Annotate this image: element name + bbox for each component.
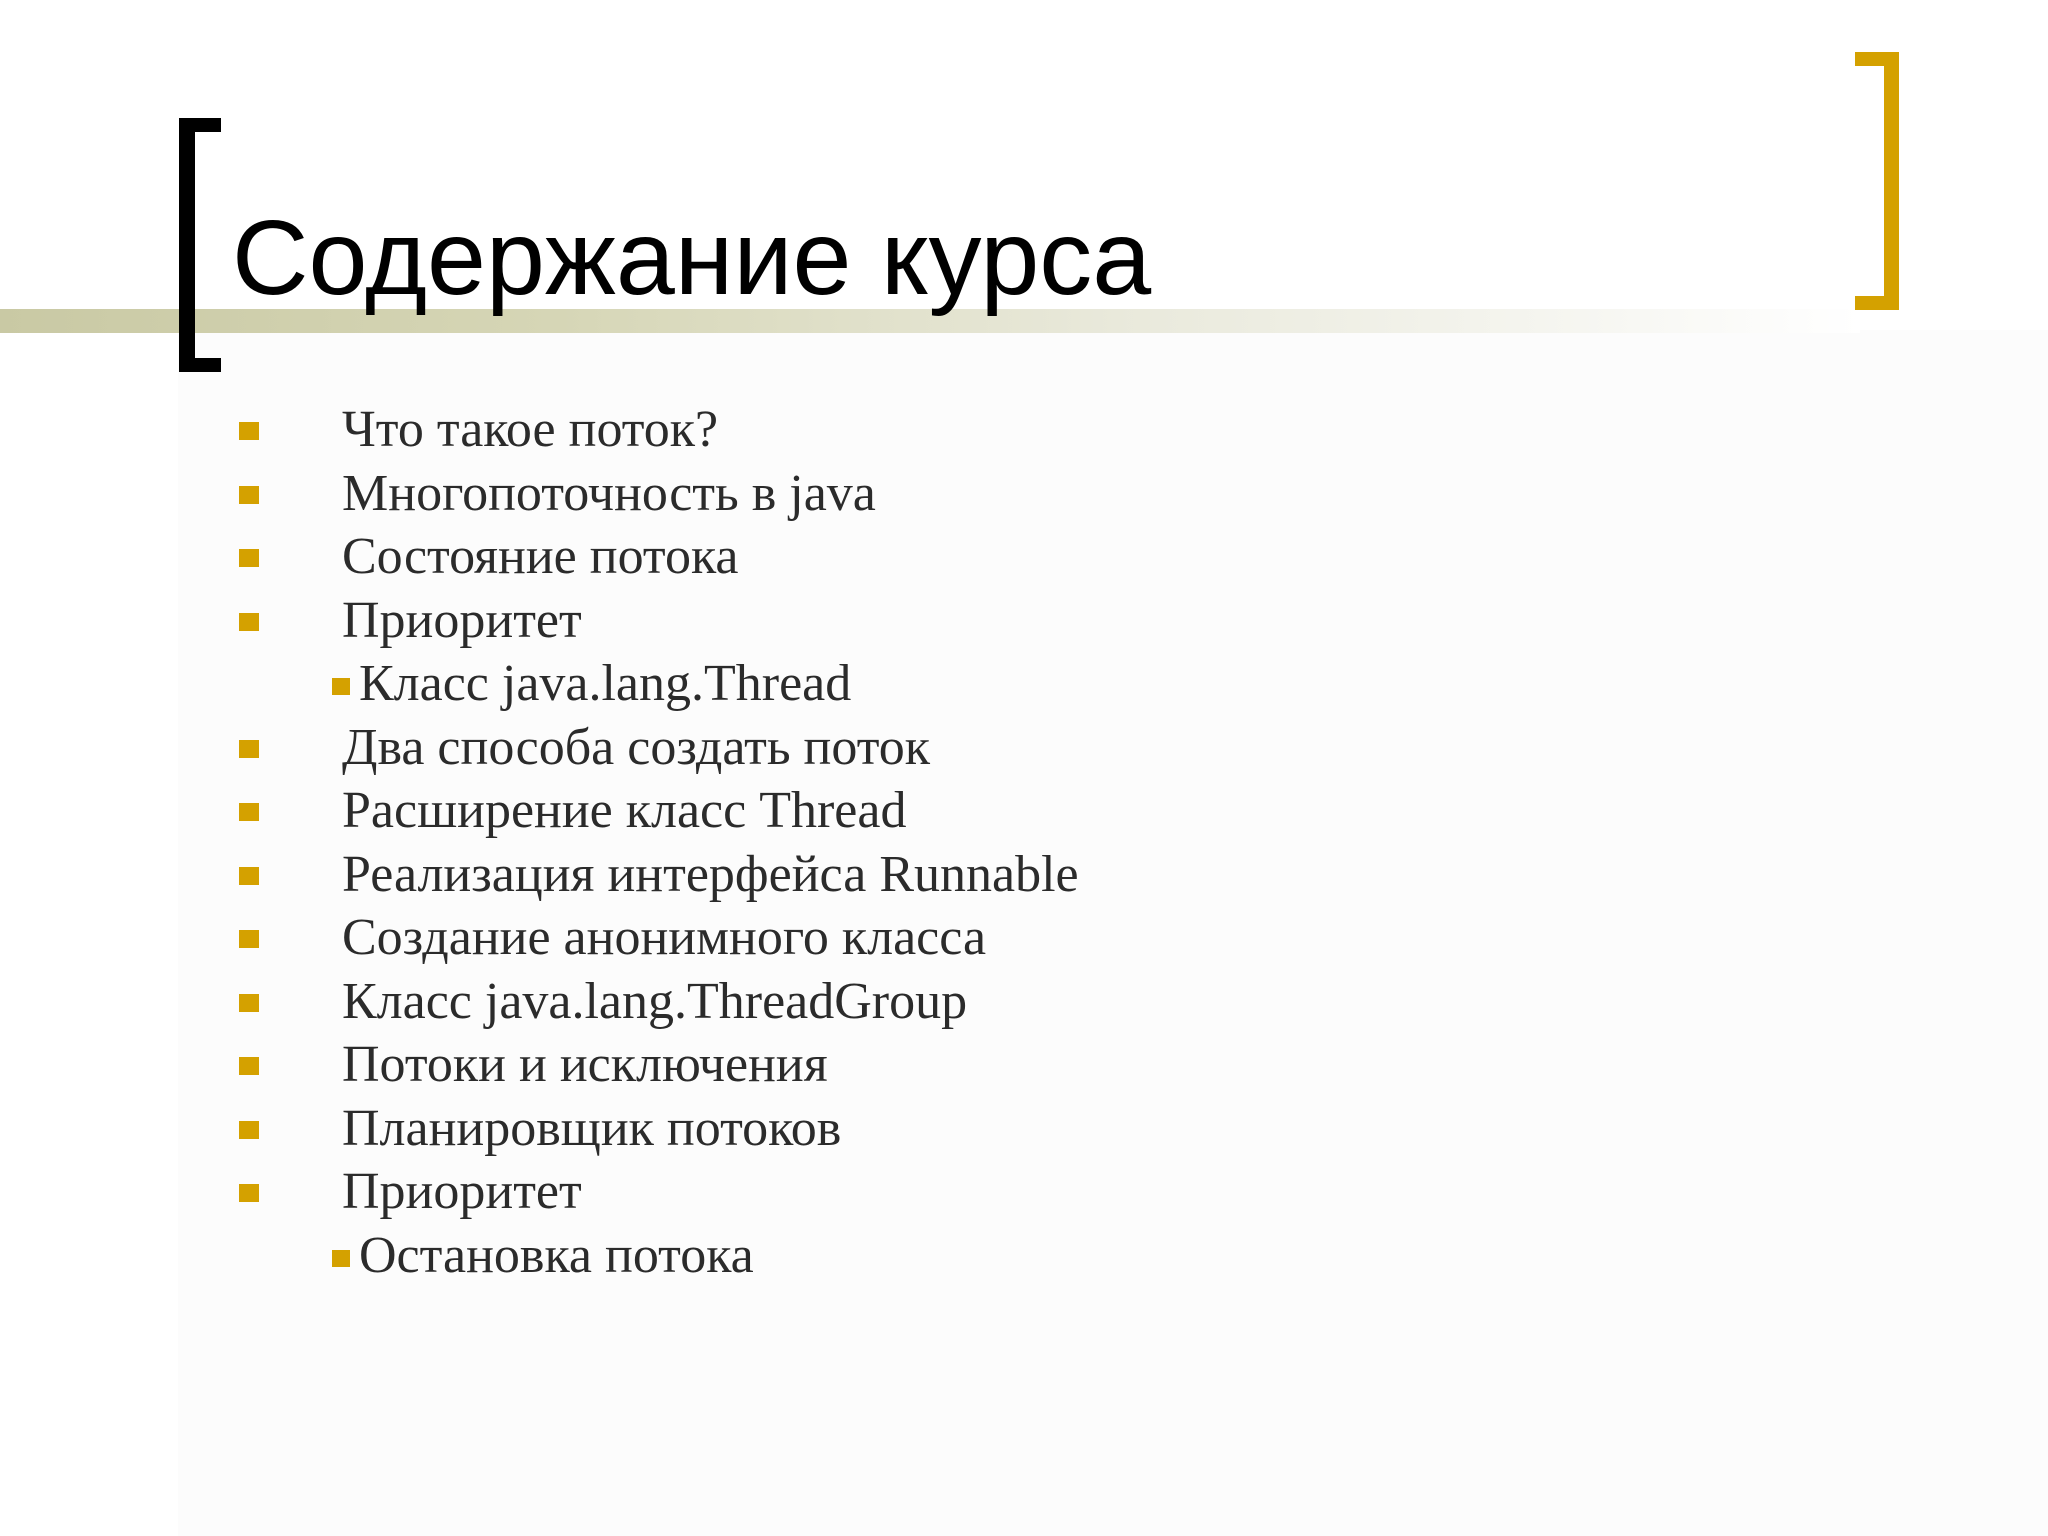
square-bullet-icon bbox=[239, 1184, 259, 1202]
left-bracket-decoration bbox=[179, 118, 221, 372]
right-bracket-decoration bbox=[1855, 52, 1899, 310]
square-bullet-icon bbox=[239, 867, 259, 885]
square-bullet-icon bbox=[239, 486, 259, 504]
square-bullet-icon bbox=[332, 1250, 350, 1267]
square-bullet-icon bbox=[239, 1057, 259, 1075]
topic-label: Реализация интерфейса Runnable bbox=[342, 845, 1079, 903]
square-bullet-icon bbox=[332, 678, 350, 695]
square-bullet-icon bbox=[239, 549, 259, 567]
topic-label: Приоритет bbox=[342, 1163, 582, 1220]
topic-label: Многопоточность в java bbox=[342, 464, 876, 522]
square-bullet-icon bbox=[239, 613, 259, 631]
topic-label: Два способа создать поток bbox=[342, 718, 930, 776]
topic-label: Создание анонимного класса bbox=[342, 909, 987, 966]
topic-label: Приоритет bbox=[342, 591, 582, 649]
page-title: Содержание курса bbox=[232, 199, 1152, 317]
topic-label: Потоки и исключения bbox=[342, 1036, 828, 1093]
square-bullet-icon bbox=[239, 994, 259, 1012]
square-bullet-icon bbox=[239, 740, 259, 758]
topic-label: Расширение класс Thread bbox=[342, 782, 907, 839]
square-bullet-icon bbox=[239, 422, 259, 440]
topic-label: Состояние потока bbox=[342, 528, 739, 585]
subtopic-label: Остановка потока bbox=[359, 1226, 754, 1284]
topic-label: Что такое поток? bbox=[342, 401, 719, 458]
square-bullet-icon bbox=[239, 1121, 259, 1139]
square-bullet-icon bbox=[239, 803, 259, 821]
square-bullet-icon bbox=[239, 930, 259, 948]
topic-label: Планировщик потоков bbox=[342, 1099, 842, 1157]
topic-label: Класс java.lang.ThreadGroup bbox=[342, 972, 968, 1030]
subtopic-label: Класс java.lang.Thread bbox=[359, 655, 852, 712]
